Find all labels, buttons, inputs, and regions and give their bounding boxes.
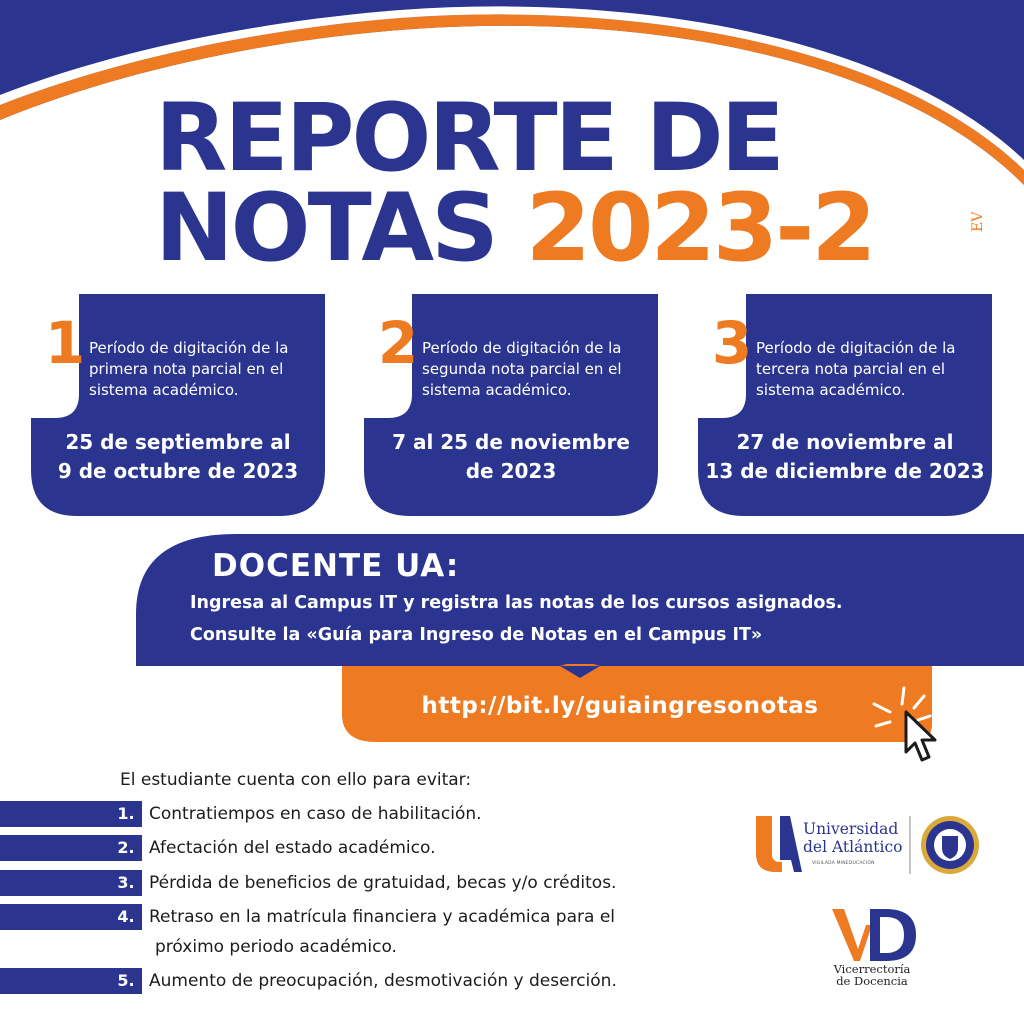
period-date-line1: 7 al 25 de noviembre xyxy=(392,430,630,454)
benefit-number: 1. xyxy=(117,804,135,823)
benefit-text-continued: próximo periodo académico. xyxy=(155,937,397,957)
vd-logo-line1: Vicerrectoría xyxy=(833,962,911,976)
benefit-number: 4. xyxy=(117,907,135,926)
period-number: 1 xyxy=(44,309,86,377)
page-title-line1: REPORTE DE xyxy=(155,84,782,193)
benefit-text: Pérdida de beneficios de gratuidad, becas y/o créditos. xyxy=(149,873,617,893)
period-description: Período de digitación de la tercera nota parcial en el sistema académico. xyxy=(756,339,956,399)
benefit-text: Contratiempos en caso de habilitación. xyxy=(149,804,482,824)
period-card-1 xyxy=(31,294,325,516)
docente-instruction-2: Consulte la «Guía para Ingreso de Notas en el Campus IT» xyxy=(190,625,763,645)
benefits-intro: El estudiante cuenta con ello para evitar: xyxy=(120,770,472,790)
docente-instruction-1: Ingresa al Campus IT y registra las notas de los cursos asignados. xyxy=(190,593,843,613)
benefit-text: Afectación del estado académico. xyxy=(149,838,436,858)
ua-logo-line1: Universidad xyxy=(803,820,899,838)
benefit-text: Retraso en la matrícula financiera y académica para el xyxy=(149,907,616,927)
cursor-click-icon xyxy=(868,682,948,772)
period-description: Período de digitación de la segunda nota parcial en el sistema académico. xyxy=(422,339,622,399)
period-date-line2: de 2023 xyxy=(465,459,557,483)
ua-logo-line2: del Atlántico xyxy=(803,838,903,856)
period-date-line1: 27 de noviembre al xyxy=(736,430,954,454)
period-number: 3 xyxy=(711,309,753,377)
ev-mark: EV xyxy=(970,211,986,232)
period-card-2 xyxy=(364,294,658,516)
period-date xyxy=(364,428,658,486)
benefit-text: Aumento de preocupación, desmotivación y deserción. xyxy=(149,971,617,991)
benefit-number: 3. xyxy=(117,873,135,892)
docente-title: DOCENTE UA: xyxy=(212,548,460,584)
ua-logo-subtitle: VIGILADA MINEDUCACIÓN xyxy=(812,861,875,866)
vd-logo-line2: de Docencia xyxy=(836,974,908,988)
period-date xyxy=(31,428,325,486)
period-description: Período de digitación de la primera nota parcial en el sistema académico. xyxy=(89,339,289,399)
title-year: 2023-2 xyxy=(525,174,874,283)
period-date xyxy=(698,428,992,486)
title-notas: NOTAS xyxy=(155,174,526,283)
period-date-line2: 9 de octubre de 2023 xyxy=(57,459,299,483)
benefit-number: 5. xyxy=(117,971,135,990)
vd-logo-mark xyxy=(830,905,920,965)
page-title-line2 xyxy=(155,174,874,283)
period-card-3 xyxy=(698,294,992,516)
benefit-number: 2. xyxy=(117,838,135,857)
period-number: 2 xyxy=(377,309,419,377)
guide-link[interactable]: http://bit.ly/guiaingresonotas xyxy=(421,693,819,719)
period-date-line1: 25 de septiembre al xyxy=(65,430,291,454)
period-date-line2: 13 de diciembre de 2023 xyxy=(705,459,985,483)
